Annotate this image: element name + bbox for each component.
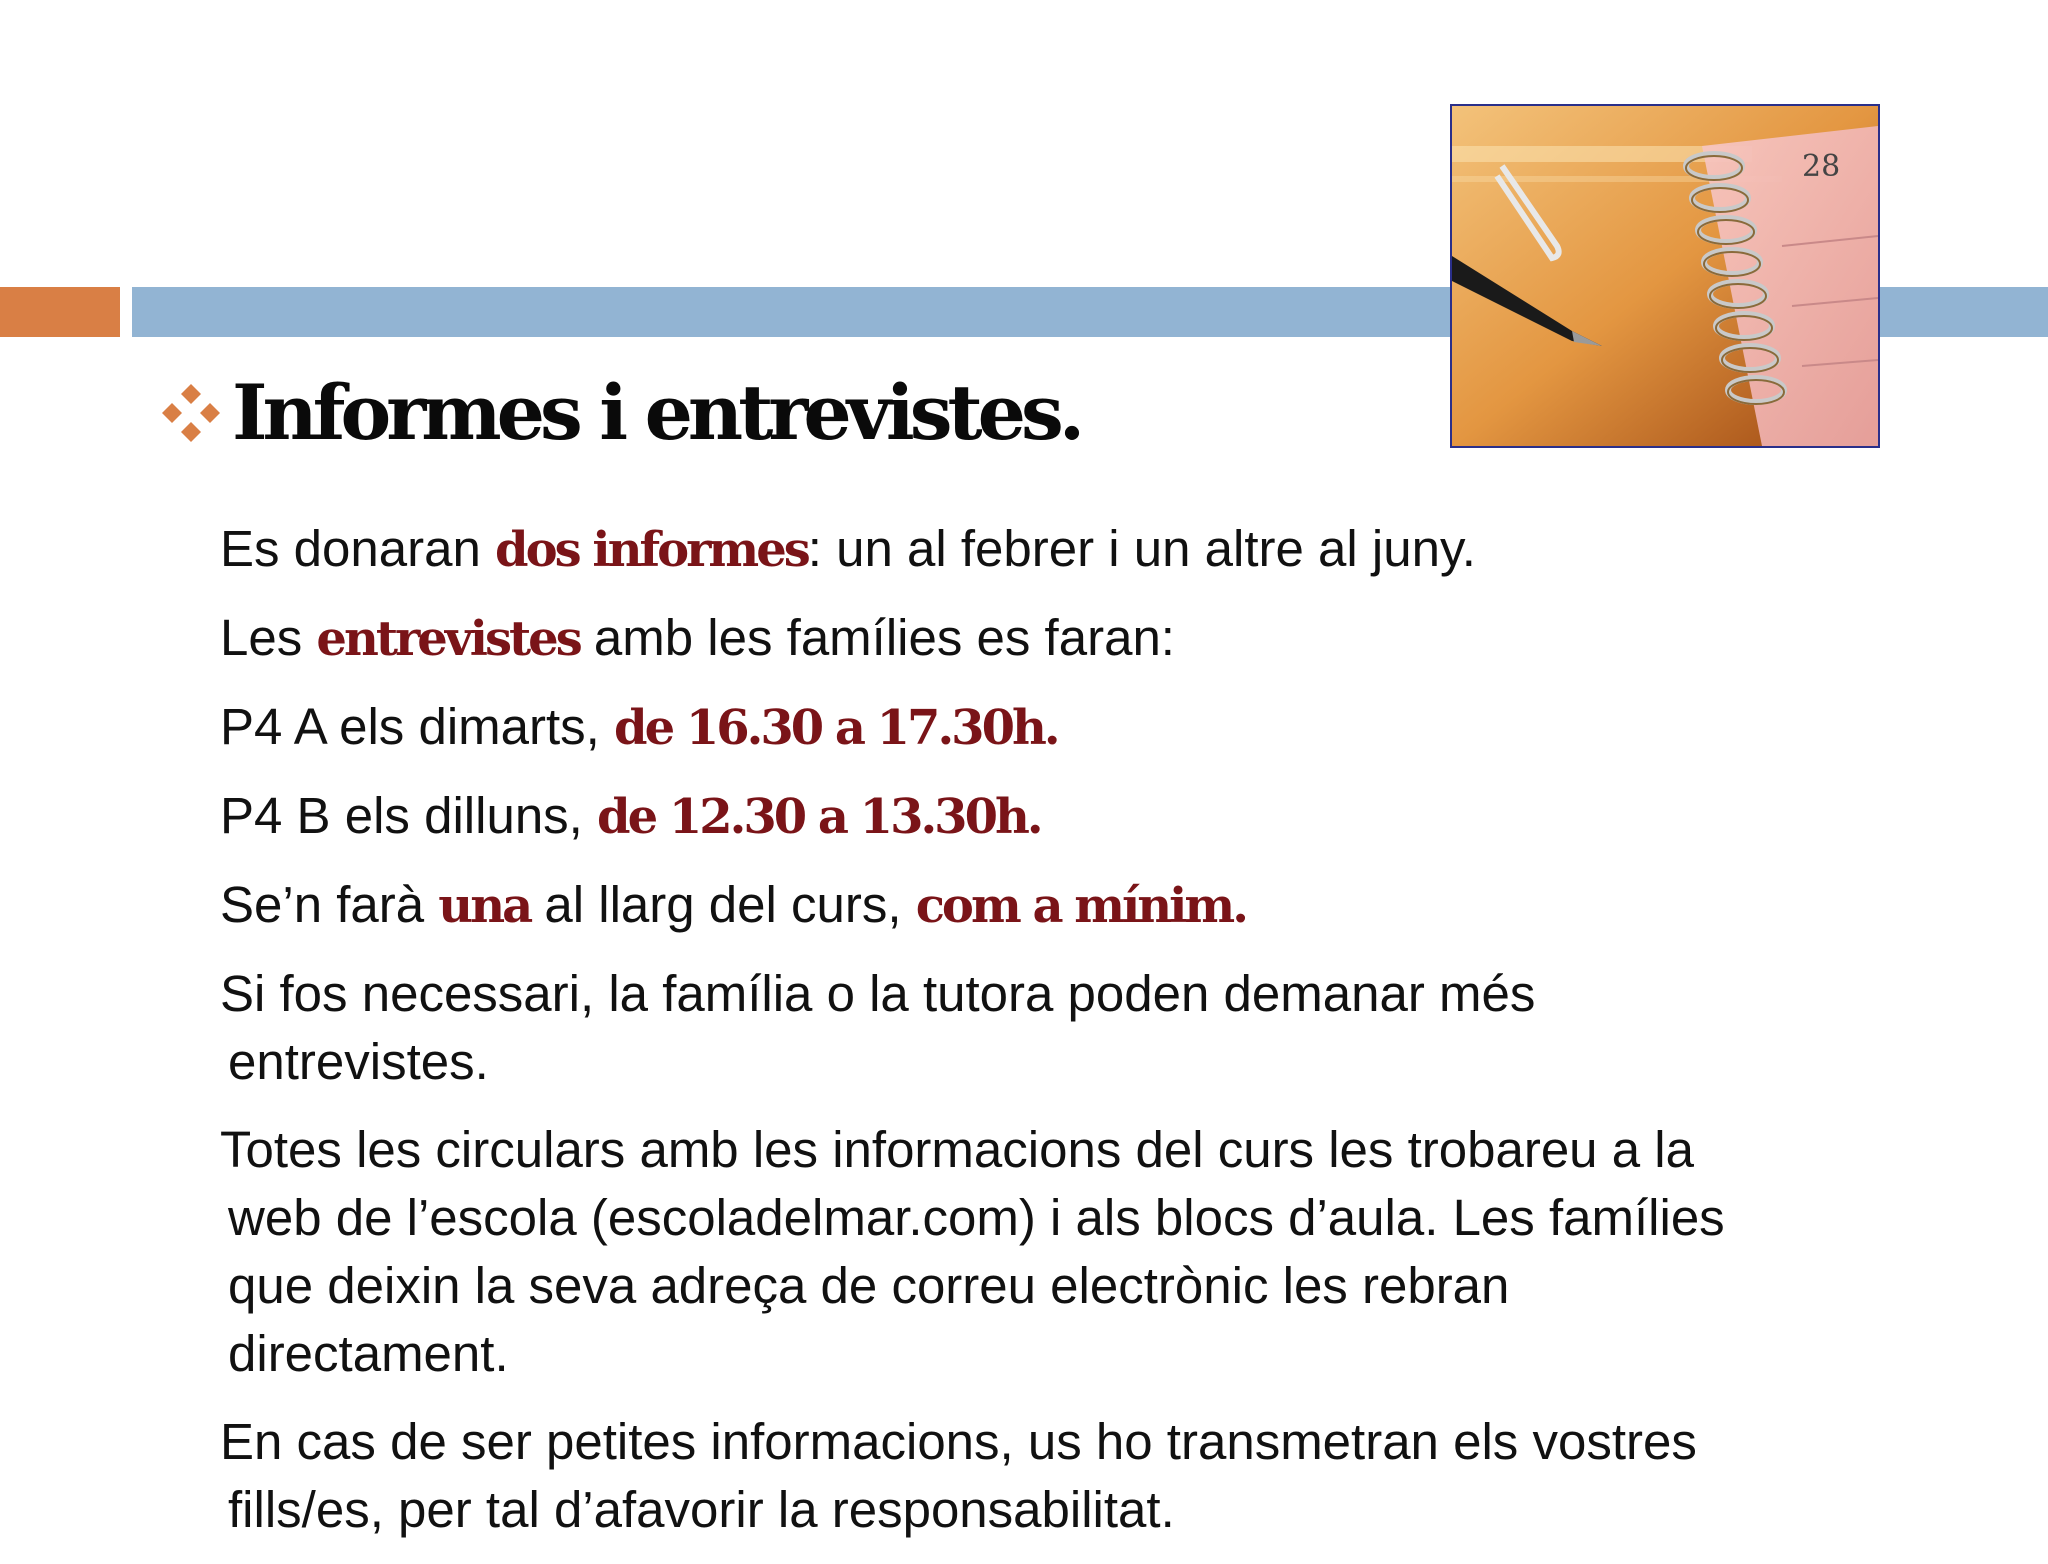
paragraph-p4b (220, 782, 1980, 851)
text: En cas de ser petites informacions, us ho transmetran els vostres (220, 1413, 1697, 1470)
text: directament. (228, 1325, 509, 1382)
paragraph-reports (220, 515, 1980, 584)
slide-title-row (160, 368, 1081, 457)
paragraph-circulars (220, 1116, 1980, 1388)
text: al llarg del curs, (530, 876, 916, 933)
slide-body (220, 515, 1980, 1564)
text: fills/es, per tal d’afavorir la responsabilitat. (228, 1481, 1175, 1538)
notebook-pen-photo (1450, 104, 1880, 448)
emphasis-p4b-hours: de 12.30 a 13.30h. (597, 789, 1041, 845)
text: amb les famílies es faran: (579, 609, 1175, 666)
orange-accent-bar (0, 287, 120, 337)
text: Se’n farà (220, 876, 439, 933)
emphasis-una: una (438, 878, 531, 934)
text: P4 B els dilluns, (220, 787, 598, 844)
text: entrevistes. (228, 1033, 489, 1090)
text: Es donaran (220, 520, 496, 577)
paragraph-more-interviews (220, 960, 1980, 1096)
diamond-cluster-icon (160, 382, 222, 444)
text: P4 A els dimarts, (220, 698, 615, 755)
photo-page-number: 28 (1802, 149, 1841, 184)
text: que deixin la seva adreça de correu electrònic les rebran (228, 1257, 1510, 1314)
text: Totes les circulars amb les informacions del curs les trobareu a la (220, 1121, 1694, 1178)
text: : un al febrer i un altre al juny. (807, 520, 1476, 577)
emphasis-dos-informes: dos informes (495, 522, 808, 578)
paragraph-small-info (220, 1408, 1980, 1544)
paragraph-p4a (220, 693, 1980, 762)
text: Si fos necessari, la família o la tutora poden demanar més (220, 965, 1536, 1022)
text: Les (220, 609, 317, 666)
emphasis-p4a-hours: de 16.30 a 17.30h. (614, 700, 1058, 756)
text: web de l’escola (escoladelmar.com) i als blocs d’aula. Les famílies (228, 1189, 1725, 1246)
emphasis-entrevistes: entrevistes (316, 611, 580, 667)
paragraph-minimum (220, 871, 1980, 940)
paragraph-interviews (220, 604, 1980, 673)
slide-title: Informes i entrevistes. (232, 368, 1081, 457)
emphasis-com-a-minim: com a mínim. (915, 878, 1246, 934)
